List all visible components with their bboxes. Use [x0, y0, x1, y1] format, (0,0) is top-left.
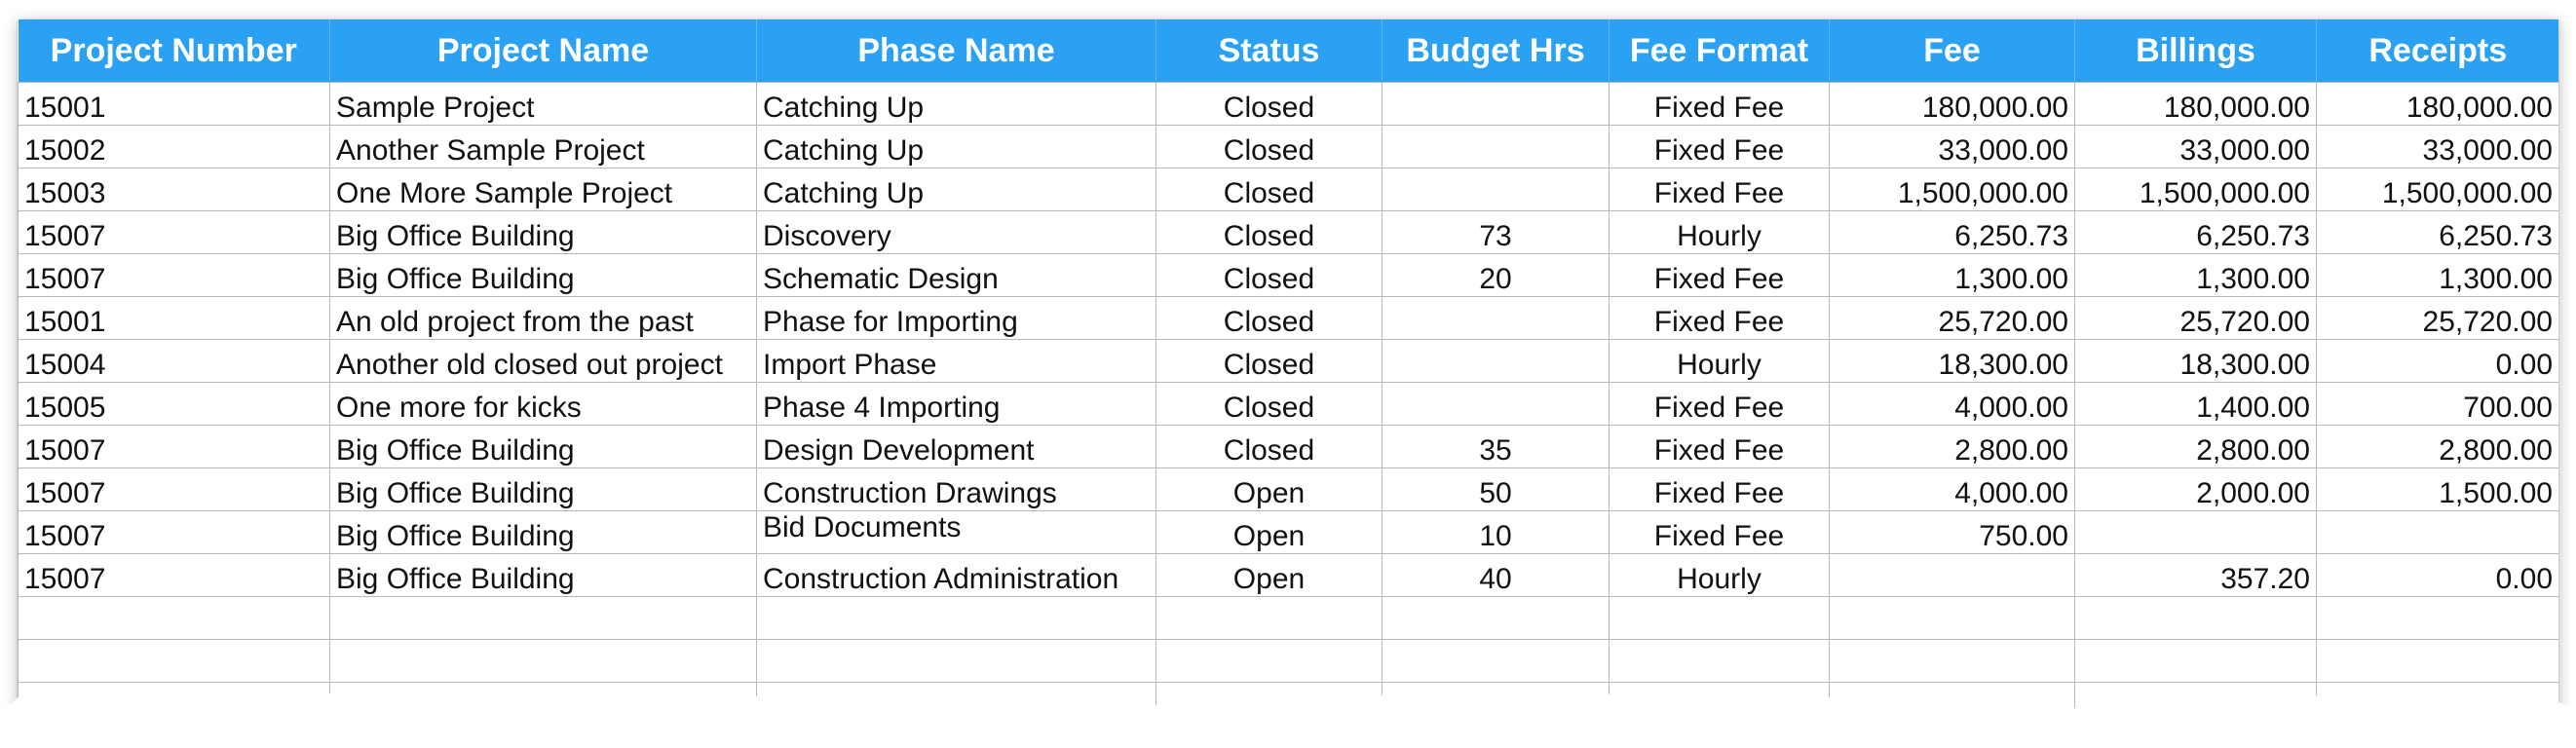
- cell-fee[interactable]: 1,300.00: [1830, 254, 2075, 297]
- cell-receipts[interactable]: 2,800.00: [2317, 426, 2559, 468]
- column-header-budget-hrs[interactable]: Budget Hrs: [1383, 19, 1610, 83]
- table-body: [19, 83, 2559, 726]
- column-header-receipts[interactable]: Receipts: [2317, 19, 2559, 83]
- cell-project-number[interactable]: 15003: [19, 168, 330, 211]
- cell-project-name[interactable]: Big Office Building: [330, 211, 757, 254]
- cell-phase-name[interactable]: [757, 640, 1156, 683]
- table-row: [19, 554, 2559, 597]
- cell-fee-format[interactable]: Fixed Fee: [1610, 511, 1830, 554]
- cell-fee[interactable]: 4,000.00: [1830, 383, 2075, 426]
- cell-status[interactable]: Open: [1156, 511, 1383, 554]
- cell-fee[interactable]: 6,250.73: [1830, 211, 2075, 254]
- cell-phase-name[interactable]: Phase 4 Importing: [757, 383, 1156, 426]
- cell-phase-name[interactable]: Discovery: [757, 211, 1156, 254]
- cell-budget-hrs[interactable]: [1383, 640, 1610, 683]
- column-header-phase-name[interactable]: Phase Name: [757, 19, 1156, 83]
- cell-budget-hrs[interactable]: [1383, 340, 1610, 383]
- cell-status[interactable]: Closed: [1156, 426, 1383, 468]
- table-row: [19, 211, 2559, 254]
- column-header-status[interactable]: Status: [1156, 19, 1383, 83]
- column-header-project-name[interactable]: Project Name: [330, 19, 757, 83]
- cell-phase-name[interactable]: Catching Up: [757, 126, 1156, 168]
- cell-project-number[interactable]: [19, 597, 330, 640]
- cell-receipts[interactable]: [2317, 597, 2559, 640]
- cell-fee-format[interactable]: Fixed Fee: [1610, 126, 1830, 168]
- cell-budget-hrs[interactable]: 73: [1383, 211, 1610, 254]
- table-row: [19, 297, 2559, 340]
- cell-fee-format[interactable]: [1610, 640, 1830, 683]
- cell-receipts[interactable]: [2317, 511, 2559, 554]
- cell-project-name[interactable]: [330, 597, 757, 640]
- cell-fee-format[interactable]: Fixed Fee: [1610, 168, 1830, 211]
- cell-fee[interactable]: 180,000.00: [1830, 83, 2075, 126]
- cell-fee-format[interactable]: Hourly: [1610, 554, 1830, 597]
- cell-project-name[interactable]: One More Sample Project: [330, 168, 757, 211]
- cell-budget-hrs[interactable]: [1383, 83, 1610, 126]
- cell-project-number[interactable]: 15001: [19, 83, 330, 126]
- cell-phase-name[interactable]: Catching Up: [757, 83, 1156, 126]
- cell-receipts[interactable]: 0.00: [2317, 340, 2559, 383]
- column-header-billings[interactable]: Billings: [2075, 19, 2317, 83]
- cell-fee-format[interactable]: Hourly: [1610, 211, 1830, 254]
- cell-fee[interactable]: [1830, 597, 2075, 640]
- cell-phase-name[interactable]: Construction Drawings: [757, 468, 1156, 511]
- cell-fee[interactable]: 1,500,000.00: [1830, 168, 2075, 211]
- cell-fee-format[interactable]: Fixed Fee: [1610, 254, 1830, 297]
- cell-project-name[interactable]: Big Office Building: [330, 254, 757, 297]
- cell-receipts[interactable]: [2317, 640, 2559, 683]
- cell-project-name[interactable]: One more for kicks: [330, 383, 757, 426]
- cell-project-number[interactable]: 15001: [19, 297, 330, 340]
- cell-fee[interactable]: 2,800.00: [1830, 426, 2075, 468]
- cell-phase-name[interactable]: Schematic Design: [757, 254, 1156, 297]
- cell-project-name[interactable]: Another old closed out project: [330, 340, 757, 383]
- cell-phase-name[interactable]: Design Development: [757, 426, 1156, 468]
- cell-billings[interactable]: [2075, 511, 2317, 554]
- cell-budget-hrs[interactable]: 20: [1383, 254, 1610, 297]
- cell-fee[interactable]: [1830, 640, 2075, 683]
- column-header-fee-format[interactable]: Fee Format: [1610, 19, 1830, 83]
- cell-fee[interactable]: [1830, 554, 2075, 597]
- cell-receipts[interactable]: 1,500.00: [2317, 468, 2559, 511]
- cell-receipts[interactable]: 1,300.00: [2317, 254, 2559, 297]
- cell-project-name[interactable]: An old project from the past: [330, 297, 757, 340]
- cell-project-number[interactable]: 15007: [19, 554, 330, 597]
- cell-project-name[interactable]: Big Office Building: [330, 554, 757, 597]
- cell-budget-hrs[interactable]: [1383, 383, 1610, 426]
- cell-fee[interactable]: 750.00: [1830, 511, 2075, 554]
- cell-billings[interactable]: [2075, 640, 2317, 683]
- cell-billings[interactable]: 18,300.00: [2075, 340, 2317, 383]
- cell-budget-hrs[interactable]: [1383, 168, 1610, 211]
- cell-project-number[interactable]: 15007: [19, 254, 330, 297]
- cell-budget-hrs[interactable]: [1383, 297, 1610, 340]
- cell-billings[interactable]: 2,000.00: [2075, 468, 2317, 511]
- cell-receipts[interactable]: 33,000.00: [2317, 126, 2559, 168]
- header-row: [19, 19, 2559, 83]
- table-row: [19, 83, 2559, 126]
- column-header-project-number[interactable]: Project Number: [19, 19, 330, 83]
- cell-budget-hrs[interactable]: [1383, 597, 1610, 640]
- cell-project-number[interactable]: 15007: [19, 468, 330, 511]
- table-row: [19, 126, 2559, 168]
- cell-project-number[interactable]: 15007: [19, 426, 330, 468]
- cell-project-name[interactable]: Big Office Building: [330, 511, 757, 554]
- table-row: [19, 254, 2559, 297]
- cell-budget-hrs[interactable]: 50: [1383, 468, 1610, 511]
- cell-billings[interactable]: 1,400.00: [2075, 383, 2317, 426]
- cell-fee-format[interactable]: Hourly: [1610, 340, 1830, 383]
- table-row: [19, 511, 2559, 554]
- cell-fee-format[interactable]: Fixed Fee: [1610, 426, 1830, 468]
- spreadsheet-table-container: [18, 19, 2558, 729]
- cell-phase-name[interactable]: Import Phase: [757, 340, 1156, 383]
- cell-status[interactable]: Open: [1156, 554, 1383, 597]
- cell-receipts[interactable]: 0.00: [2317, 554, 2559, 597]
- cell-budget-hrs[interactable]: 40: [1383, 554, 1610, 597]
- cell-status[interactable]: [1156, 640, 1383, 683]
- cell-fee-format[interactable]: [1610, 597, 1830, 640]
- cell-fee-format[interactable]: Fixed Fee: [1610, 297, 1830, 340]
- cell-status[interactable]: Closed: [1156, 297, 1383, 340]
- cell-billings[interactable]: 357.20: [2075, 554, 2317, 597]
- cell-fee[interactable]: 33,000.00: [1830, 126, 2075, 168]
- cell-phase-name[interactable]: Phase for Importing: [757, 297, 1156, 340]
- cell-billings[interactable]: 33,000.00: [2075, 126, 2317, 168]
- cell-phase-name[interactable]: Catching Up: [757, 168, 1156, 211]
- cell-status[interactable]: [1156, 597, 1383, 640]
- cell-billings[interactable]: 180,000.00: [2075, 83, 2317, 126]
- projects-table: [18, 19, 2558, 726]
- cell-fee-format[interactable]: Fixed Fee: [1610, 83, 1830, 126]
- table-row: [19, 426, 2559, 468]
- cell-receipts[interactable]: 1,500,000.00: [2317, 168, 2559, 211]
- cell-budget-hrs[interactable]: 35: [1383, 426, 1610, 468]
- cell-status[interactable]: Closed: [1156, 168, 1383, 211]
- cell-status[interactable]: Closed: [1156, 211, 1383, 254]
- cell-fee-format[interactable]: Fixed Fee: [1610, 383, 1830, 426]
- table-row: [19, 640, 2559, 683]
- cell-project-number[interactable]: 15004: [19, 340, 330, 383]
- table-row: [19, 597, 2559, 640]
- torn-paper-edge: [0, 678, 2576, 748]
- cell-phase-name[interactable]: Construction Administration: [757, 554, 1156, 597]
- cell-fee-format[interactable]: Fixed Fee: [1610, 468, 1830, 511]
- table-row: [19, 383, 2559, 426]
- cell-status[interactable]: Closed: [1156, 383, 1383, 426]
- cell-fee[interactable]: 4,000.00: [1830, 468, 2075, 511]
- cell-project-name[interactable]: Big Office Building: [330, 426, 757, 468]
- cell-billings[interactable]: 1,300.00: [2075, 254, 2317, 297]
- table-row: [19, 340, 2559, 383]
- cell-billings[interactable]: 6,250.73: [2075, 211, 2317, 254]
- cell-project-number[interactable]: [19, 640, 330, 683]
- cell-receipts[interactable]: 700.00: [2317, 383, 2559, 426]
- cell-project-number[interactable]: 15005: [19, 383, 330, 426]
- cell-status[interactable]: Closed: [1156, 83, 1383, 126]
- cell-phase-name[interactable]: Bid Documents: [757, 511, 1156, 554]
- cell-billings[interactable]: 1,500,000.00: [2075, 168, 2317, 211]
- cell-receipts[interactable]: 6,250.73: [2317, 211, 2559, 254]
- cell-status[interactable]: Closed: [1156, 340, 1383, 383]
- cell-project-name[interactable]: Sample Project: [330, 83, 757, 126]
- cell-phase-name[interactable]: [757, 597, 1156, 640]
- column-header-fee[interactable]: Fee: [1830, 19, 2075, 83]
- cell-status[interactable]: Closed: [1156, 126, 1383, 168]
- cell-budget-hrs[interactable]: [1383, 126, 1610, 168]
- cell-receipts[interactable]: 25,720.00: [2317, 297, 2559, 340]
- cell-receipts[interactable]: 180,000.00: [2317, 83, 2559, 126]
- cell-project-name[interactable]: Big Office Building: [330, 468, 757, 511]
- table-row: [19, 468, 2559, 511]
- cell-budget-hrs[interactable]: 10: [1383, 511, 1610, 554]
- table-row: [19, 168, 2559, 211]
- cell-project-name[interactable]: [330, 640, 757, 683]
- cell-billings[interactable]: 2,800.00: [2075, 426, 2317, 468]
- cell-project-name[interactable]: Another Sample Project: [330, 126, 757, 168]
- cell-billings[interactable]: [2075, 597, 2317, 640]
- cell-status[interactable]: Closed: [1156, 254, 1383, 297]
- cell-billings[interactable]: 25,720.00: [2075, 297, 2317, 340]
- cell-project-number[interactable]: 15007: [19, 511, 330, 554]
- cell-fee[interactable]: 25,720.00: [1830, 297, 2075, 340]
- cell-fee[interactable]: 18,300.00: [1830, 340, 2075, 383]
- cell-project-number[interactable]: 15002: [19, 126, 330, 168]
- cell-project-number[interactable]: 15007: [19, 211, 330, 254]
- cell-status[interactable]: Open: [1156, 468, 1383, 511]
